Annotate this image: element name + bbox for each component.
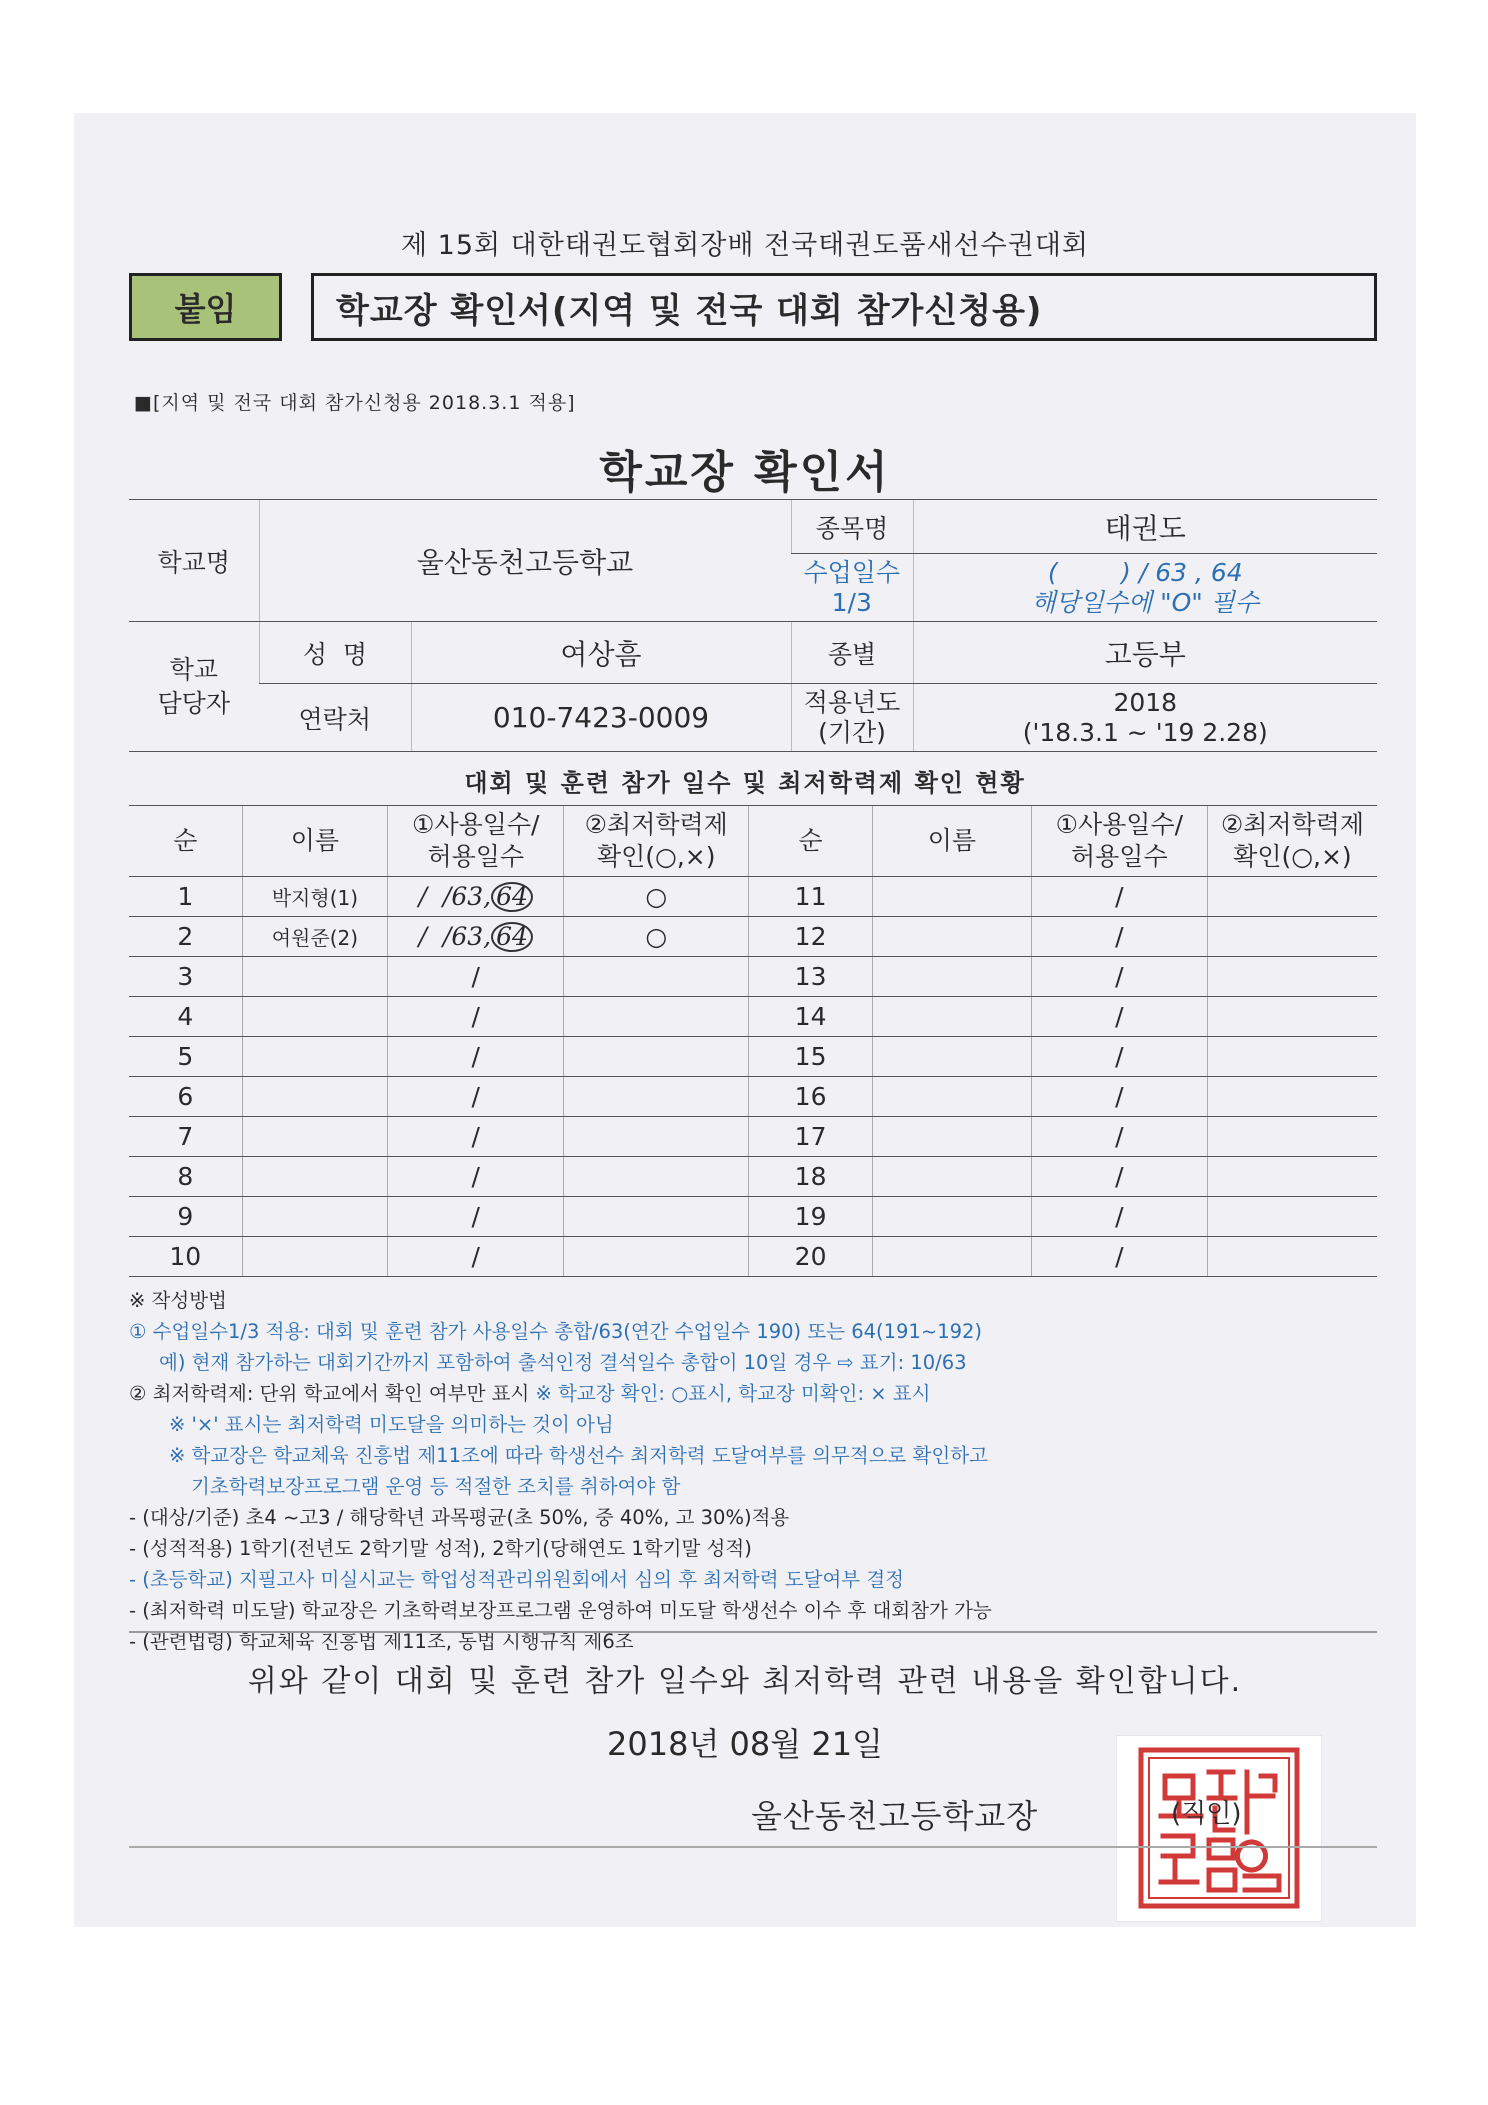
guide-line-7: - (대상/기준) 초4 ~고3 / 해당학년 과목평균(초 50%, 중 40%, 고 30%)적용: [129, 1506, 790, 1529]
row-days: [388, 1197, 564, 1237]
guide-line-5: ※ 학교장은 학교체육 진흥법 제11조에 따라 학생선수 최저학력 도달여부를 의무적으로 확인하고: [169, 1444, 988, 1467]
row-name-right: [873, 1117, 1032, 1157]
row-name-right: [873, 1077, 1032, 1117]
row-check: [564, 957, 749, 997]
row-check-right: [1207, 957, 1377, 997]
manager-label-2: 담당자: [157, 688, 230, 718]
row-check: [564, 1197, 749, 1237]
row-days: [388, 1077, 564, 1117]
row-no: 5: [129, 1037, 242, 1077]
attachment-tag: 붙임: [129, 273, 282, 341]
row-no: 4: [129, 997, 242, 1037]
table-row: [129, 877, 1377, 917]
row-no: 9: [129, 1197, 242, 1237]
row-no: 8: [129, 1157, 242, 1197]
row-name-right: [873, 957, 1032, 997]
header-min-right: ②최저학력제 확인(○,×): [1207, 806, 1377, 877]
days-text: /: [471, 1082, 480, 1111]
row-days-right: /: [1031, 1197, 1207, 1237]
days-text: /: [471, 1202, 480, 1231]
confirm-text: 위와 같이 대회 및 훈련 참가 일수와 최저학력 관련 내용을 확인합니다.: [247, 1664, 1243, 1699]
writing-guide: [129, 1285, 1377, 1657]
table-row: [129, 1037, 1377, 1077]
row-name: [242, 1077, 388, 1117]
row-check: [564, 1077, 749, 1117]
guide-line-2: 예) 현재 참가하는 대회기간까지 포함하여 출석인정 결석일수 총합이 10일 경우 ⇨ 표기: 10/63: [159, 1351, 967, 1374]
row-name: [242, 997, 388, 1037]
contact-value: 010-7423-0009: [411, 684, 791, 752]
status-heading: 대회 및 훈련 참가 일수 및 최저학력제 확인 현황: [464, 769, 1026, 797]
row-check-right: [1207, 1157, 1377, 1197]
form-title: 학교장 확인서(지역 및 전국 대회 참가신청용): [311, 273, 1377, 341]
circled-days: 64: [491, 922, 533, 952]
row-no-right: 17: [749, 1117, 873, 1157]
days-text: / /63,: [418, 881, 492, 911]
division-value: 고등부: [913, 622, 1377, 684]
row-days: [388, 877, 564, 917]
division-label: 종별: [791, 622, 913, 684]
days-text: /: [471, 1122, 480, 1151]
divider: [129, 1631, 1377, 1633]
row-no-right: 18: [749, 1157, 873, 1197]
row-name-right: [873, 877, 1032, 917]
sport-label: 종목명: [791, 500, 913, 554]
row-check: ○: [564, 917, 749, 957]
row-name-right: [873, 1157, 1032, 1197]
row-no: 1: [129, 877, 242, 917]
table-row: [129, 1237, 1377, 1277]
row-no-right: 12: [749, 917, 873, 957]
row-days: [388, 917, 564, 957]
guide-line-3b: ※ 학교장 확인: ○표시, 학교장 미확인: × 표시: [535, 1382, 931, 1405]
document-sheet: [74, 113, 1416, 1927]
row-no-right: 19: [749, 1197, 873, 1237]
table-row: [129, 957, 1377, 997]
row-no: 2: [129, 917, 242, 957]
guide-line-11: - (관련법령) 학교체육 진흥법 제11조, 동법 시행규칙 제6조: [129, 1630, 634, 1653]
row-no-right: 13: [749, 957, 873, 997]
circled-days: 64: [491, 882, 533, 912]
info-table: [129, 499, 1377, 752]
days-text: / /63,: [418, 921, 492, 951]
row-days: [388, 957, 564, 997]
row-name: [242, 1117, 388, 1157]
table-row: [129, 997, 1377, 1037]
days-text: /: [471, 962, 480, 991]
header-min: ②최저학력제 확인(○,×): [564, 806, 749, 877]
row-days-right: /: [1031, 957, 1207, 997]
row-name: [242, 1037, 388, 1077]
row-check-right: [1207, 1117, 1377, 1157]
period-year: 2018: [1113, 687, 1178, 717]
school-label: 학교명: [129, 500, 259, 622]
status-table: [129, 805, 1377, 1277]
row-check: [564, 1237, 749, 1277]
row-no-right: 11: [749, 877, 873, 917]
confirm-date: 2018년 08월 21일: [607, 1725, 883, 1763]
header-name: 이름: [242, 806, 388, 877]
row-no: 10: [129, 1237, 242, 1277]
header-days-right: ①사용일수/ 허용일수: [1031, 806, 1207, 877]
guide-line-4: ※ '×' 표시는 최저학력 미도달을 의미하는 것이 아님: [169, 1413, 614, 1436]
table-row: [129, 1077, 1377, 1117]
guide-line-3a: ② 최저학력제: 단위 학교에서 확인 여부만 표시: [129, 1382, 536, 1405]
name-label: 성 명: [259, 622, 411, 684]
row-days-right: /: [1031, 1077, 1207, 1117]
row-check: [564, 1117, 749, 1157]
bottom-rule: [129, 1846, 1377, 1848]
row-name: [242, 957, 388, 997]
row-days-right: /: [1031, 917, 1207, 957]
row-check-right: [1207, 997, 1377, 1037]
row-no-right: 20: [749, 1237, 873, 1277]
table-row: [129, 917, 1377, 957]
row-name: 박지형(1): [242, 877, 388, 917]
row-no: 3: [129, 957, 242, 997]
row-check-right: [1207, 1037, 1377, 1077]
row-no-right: 16: [749, 1077, 873, 1117]
period-label-1: 적용년도: [803, 687, 901, 717]
period-label-2: (기간): [818, 717, 886, 747]
class-days-value: ( ) / 63 , 64: [1047, 557, 1243, 587]
row-days-right: /: [1031, 1037, 1207, 1077]
guide-line-9: - (초등학교) 지필고사 미실시교는 학업성적관리위원회에서 심의 후 최저학력 도달여부 결정: [129, 1568, 905, 1591]
row-days: [388, 1237, 564, 1277]
row-no-right: 14: [749, 997, 873, 1037]
row-check-right: [1207, 1237, 1377, 1277]
name-value: 여상흠: [411, 622, 791, 684]
header-days: ①사용일수/ 허용일수: [388, 806, 564, 877]
row-days: [388, 1117, 564, 1157]
row-name-right: [873, 1197, 1032, 1237]
form-note: ■[지역 및 전국 대회 참가신청용 2018.3.1 적용]: [134, 392, 576, 414]
days-text: /: [471, 1162, 480, 1191]
row-no-right: 15: [749, 1037, 873, 1077]
row-name: [242, 1237, 388, 1277]
row-check-right: [1207, 1077, 1377, 1117]
table-row: [129, 1197, 1377, 1237]
row-days-right: /: [1031, 1117, 1207, 1157]
row-check-right: [1207, 877, 1377, 917]
row-no: 6: [129, 1077, 242, 1117]
header-no: 순: [129, 806, 242, 877]
row-name: [242, 1157, 388, 1197]
row-name: [242, 1197, 388, 1237]
guide-heading: ※ 작성방법: [129, 1289, 227, 1312]
row-days: [388, 1157, 564, 1197]
row-days-right: /: [1031, 1237, 1207, 1277]
row-name-right: [873, 997, 1032, 1037]
days-text: /: [471, 1242, 480, 1271]
days-text: /: [471, 1042, 480, 1071]
row-check-right: [1207, 1197, 1377, 1237]
class-days-label: 수업일수: [803, 557, 901, 587]
table-row: [129, 1117, 1377, 1157]
row-days-right: /: [1031, 877, 1207, 917]
period-range: ('18.3.1 ~ '19 2.28): [1022, 717, 1268, 747]
row-check: ○: [564, 877, 749, 917]
table-row: [129, 1157, 1377, 1197]
row-check: [564, 997, 749, 1037]
row-name: 여원준(2): [242, 917, 388, 957]
row-check-right: [1207, 917, 1377, 957]
row-days-right: /: [1031, 1157, 1207, 1197]
class-days-ratio: 1/3: [831, 587, 872, 617]
days-text: /: [471, 1002, 480, 1031]
row-name-right: [873, 1037, 1032, 1077]
event-title: 제 15회 대한태권도협회장배 전국태권도품새선수권대회: [401, 230, 1089, 261]
row-name-right: [873, 917, 1032, 957]
guide-line-10: - (최저학력 미도달) 학교장은 기초학력보장프로그램 운영하여 미도달 학생선수 이수 후 대회참가 가능: [129, 1599, 992, 1622]
header-name-right: 이름: [873, 806, 1032, 877]
class-days-note: 해당일수에 "O" 필수: [1031, 587, 1260, 617]
doc-title: 학교장 확인서: [599, 447, 891, 498]
row-check: [564, 1157, 749, 1197]
principal-name: 울산동천고등학교장: [751, 1797, 1039, 1835]
guide-line-6: 기초학력보장프로그램 운영 등 적절한 조치를 취하여야 함: [191, 1475, 681, 1498]
manager-label-1: 학교: [169, 654, 218, 684]
row-days: [388, 1037, 564, 1077]
school-value: 울산동천고등학교: [259, 500, 791, 622]
row-no: 7: [129, 1117, 242, 1157]
contact-label: 연락처: [259, 684, 411, 752]
sport-value: 태권도: [913, 500, 1377, 554]
row-check: [564, 1037, 749, 1077]
row-days: [388, 997, 564, 1037]
header-no-right: 순: [749, 806, 873, 877]
guide-line-8: - (성적적용) 1학기(전년도 2학기말 성적), 2학기(당해연도 1학기말 성적): [129, 1537, 752, 1560]
row-name-right: [873, 1237, 1032, 1277]
seal-label: (직인): [1171, 1799, 1242, 1829]
row-days-right: /: [1031, 997, 1207, 1037]
guide-line-1: ① 수업일수1/3 적용: 대회 및 훈련 참가 사용일수 총합/63(연간 수업일수 190) 또는 64(191~192): [129, 1320, 983, 1343]
